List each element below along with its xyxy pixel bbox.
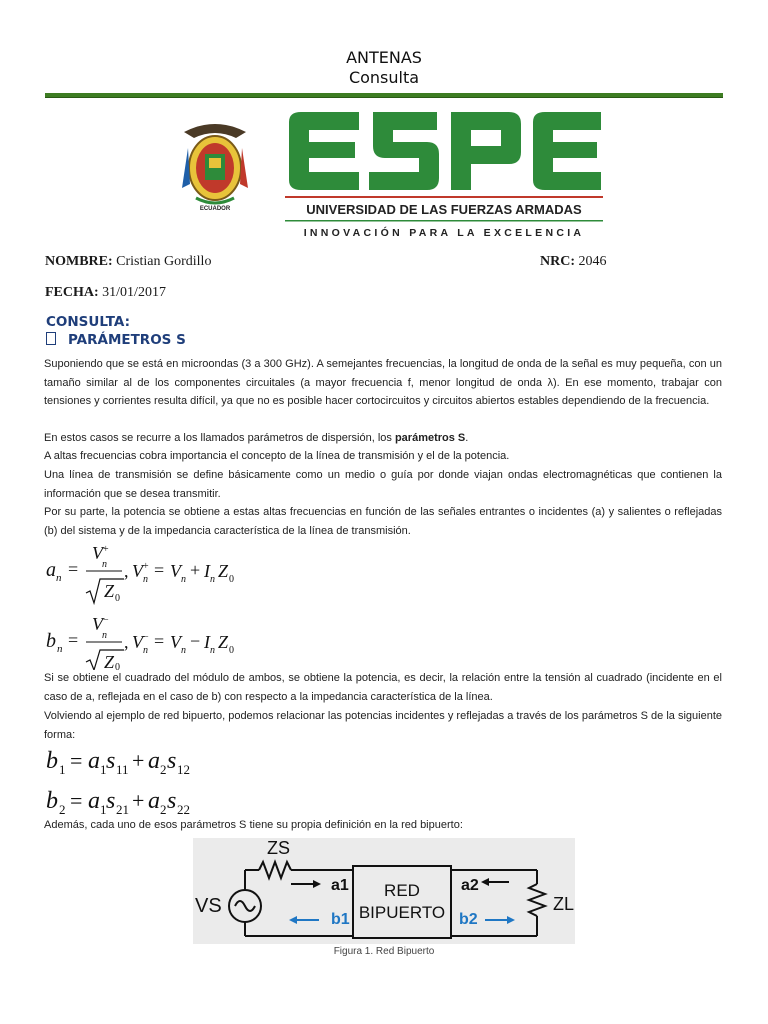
svg-text:V: V bbox=[132, 561, 143, 581]
svg-text:I: I bbox=[204, 561, 210, 581]
two-port-network-figure bbox=[193, 838, 575, 944]
equation-an bbox=[44, 541, 244, 607]
svg-text:UNIVERSIDAD DE LAS FUERZAS ARM: UNIVERSIDAD DE LAS FUERZAS ARMADAS bbox=[306, 202, 582, 217]
svg-text:a1: a1 bbox=[331, 877, 349, 894]
svg-text:n: n bbox=[210, 574, 215, 585]
svg-text:+: + bbox=[190, 560, 201, 580]
svg-text:−: − bbox=[103, 615, 109, 626]
date-value: 31/01/2017 bbox=[102, 285, 166, 300]
equation-bn bbox=[44, 612, 244, 670]
nrc-label: NRC: bbox=[540, 254, 575, 269]
svg-text:n: n bbox=[210, 645, 215, 656]
svg-text:a: a bbox=[148, 748, 160, 774]
student-name-field bbox=[45, 254, 211, 270]
svg-text:I: I bbox=[204, 632, 210, 652]
svg-text:s: s bbox=[106, 788, 116, 814]
svg-text:21: 21 bbox=[116, 802, 129, 816]
svg-text:b: b bbox=[46, 630, 56, 652]
paragraph-line: Una línea de transmisión se define básicamente como un medio o guía por donde viajan ondas electromagnéticas que contienen la información que se desea transmitir. bbox=[44, 469, 722, 500]
subheading-text: PARÁMETROS S bbox=[68, 332, 186, 348]
svg-text:V: V bbox=[170, 561, 181, 581]
svg-text:ZL: ZL bbox=[553, 894, 575, 914]
svg-text:2: 2 bbox=[160, 802, 167, 816]
equation-b2 bbox=[44, 784, 204, 816]
svg-text:Z: Z bbox=[104, 581, 115, 601]
svg-text:=: = bbox=[70, 748, 83, 773]
svg-text:=: = bbox=[68, 630, 79, 650]
svg-text:ECUADOR: ECUADOR bbox=[199, 206, 231, 212]
svg-text:,: , bbox=[124, 561, 129, 581]
date-label: FECHA: bbox=[45, 285, 99, 300]
svg-text:0: 0 bbox=[229, 645, 234, 656]
svg-text:n: n bbox=[57, 643, 63, 655]
header-rule bbox=[45, 93, 723, 98]
svg-text:a: a bbox=[148, 788, 160, 814]
p2-text: En estos casos se recurre a los llamados parámetros de dispersión, los bbox=[44, 432, 395, 444]
svg-text:12: 12 bbox=[177, 762, 190, 777]
svg-text:ZS: ZS bbox=[267, 838, 291, 858]
svg-text:n: n bbox=[102, 559, 107, 570]
svg-text:a: a bbox=[88, 788, 100, 814]
svg-text:=: = bbox=[68, 559, 79, 579]
svg-text:b1: b1 bbox=[331, 911, 350, 928]
svg-text:s: s bbox=[106, 748, 116, 774]
svg-text:V: V bbox=[132, 632, 143, 652]
svg-text:Z: Z bbox=[218, 561, 229, 581]
paragraph-power: Por su parte, la potencia se obtiene a estas altas frecuencias en función de las señales entrantes o incidentes (a) y salientes o reflejadas (b) del sistema y de la impedancia característica de la línea de transmisión. bbox=[44, 506, 722, 537]
svg-text:1: 1 bbox=[100, 762, 107, 777]
svg-text:VS: VS bbox=[195, 895, 222, 917]
svg-text:+: + bbox=[132, 748, 145, 773]
espe-logo bbox=[283, 108, 605, 240]
svg-text:b: b bbox=[46, 788, 58, 814]
date-field bbox=[45, 285, 166, 301]
svg-text:1: 1 bbox=[59, 762, 66, 777]
nrc-value: 2046 bbox=[578, 254, 607, 269]
paragraph-high-freq: A altas frecuencias cobra importancia el concepto de la línea de transmisión y el de la potencia. bbox=[44, 450, 510, 462]
svg-text:1: 1 bbox=[100, 802, 107, 816]
nrc-field bbox=[540, 254, 607, 270]
svg-text:s: s bbox=[167, 748, 177, 774]
svg-text:b2: b2 bbox=[459, 911, 478, 928]
name-value: Cristian Gordillo bbox=[116, 254, 212, 269]
p2-bold: parámetros S bbox=[394, 432, 466, 444]
svg-text:−: − bbox=[143, 632, 149, 643]
svg-text:s: s bbox=[167, 788, 177, 814]
svg-text:2: 2 bbox=[160, 762, 167, 777]
svg-text:+: + bbox=[103, 544, 109, 555]
svg-text:n: n bbox=[181, 645, 186, 656]
svg-text:0: 0 bbox=[115, 593, 120, 604]
paragraph-squared: Si se obtiene el cuadrado del módulo de ambos, se obtiene la potencia, es decir, la relación entre la tensión al cuadrado (incidente en el caso de a, reflejada en el caso de b) con respecto a la impedancia característica de la línea. bbox=[44, 672, 722, 703]
document-subtitle: Consulta bbox=[348, 68, 420, 87]
svg-text:a: a bbox=[46, 559, 56, 581]
bullet-icon bbox=[46, 332, 56, 345]
svg-text:+: + bbox=[132, 788, 145, 813]
svg-text:a: a bbox=[88, 748, 100, 774]
svg-text:11: 11 bbox=[116, 762, 129, 777]
svg-text:2: 2 bbox=[59, 802, 66, 816]
svg-text:b: b bbox=[46, 748, 58, 774]
svg-text:BIPUERTO: BIPUERTO bbox=[358, 903, 446, 922]
paragraph-intro: Suponiendo que se está en microondas (3 a 300 GHz). A semejantes frecuencias, la longitud de onda de la señal es muy pequeña, con un tamaño similar al de los componentes circuitales (a mayor frecuencia f, menor longitud de onda λ). En ese momento, trabajar con tensiones y corrientes resulta difícil, ya que no es posible hacer cortocircuitos y circuitos abiertos estables dependiendo de la frecuencia. bbox=[44, 358, 722, 407]
svg-text:Z: Z bbox=[218, 632, 229, 652]
svg-text:=: = bbox=[70, 788, 83, 813]
svg-text:,: , bbox=[124, 632, 129, 652]
svg-text:n: n bbox=[102, 630, 107, 641]
paragraph-definition: Además, cada uno de esos parámetros S tiene su propia definición en la red bipuerto: bbox=[44, 819, 463, 831]
course-title: ANTENAS bbox=[346, 48, 422, 67]
section-heading: CONSULTA: bbox=[46, 314, 130, 330]
p2-end: . bbox=[465, 432, 469, 444]
name-label: NOMBRE: bbox=[45, 254, 113, 269]
svg-text:n: n bbox=[181, 574, 186, 585]
svg-text:INNOVACIÓN PARA LA EXCELENCIA: INNOVACIÓN PARA LA EXCELENCIA bbox=[303, 227, 585, 239]
svg-text:−: − bbox=[190, 631, 201, 651]
svg-text:n: n bbox=[143, 645, 148, 656]
figure-caption: Figura 1. Red Bipuerto bbox=[333, 946, 435, 957]
svg-text:22: 22 bbox=[177, 802, 190, 816]
svg-text:n: n bbox=[143, 574, 148, 585]
equation-b1 bbox=[44, 744, 204, 780]
section-subheading bbox=[46, 332, 186, 348]
svg-text:0: 0 bbox=[115, 662, 120, 670]
paragraph-parameters bbox=[44, 429, 722, 448]
svg-text:V: V bbox=[170, 632, 181, 652]
paragraph-bipuerto: Volviendo al ejemplo de red bipuerto, podemos relacionar las potencias incidentes y reflejadas a través de los parámetros S de la siguiente forma: bbox=[44, 710, 722, 741]
svg-text:a2: a2 bbox=[461, 877, 479, 894]
svg-text:RED: RED bbox=[384, 881, 420, 900]
svg-text:V: V bbox=[92, 543, 103, 563]
svg-text:+: + bbox=[143, 561, 149, 572]
coat-of-arms-icon bbox=[174, 118, 256, 214]
svg-text:V: V bbox=[92, 614, 103, 634]
svg-text:n: n bbox=[56, 572, 62, 584]
svg-text:Z: Z bbox=[104, 652, 115, 670]
svg-text:=: = bbox=[154, 560, 165, 580]
svg-text:=: = bbox=[154, 631, 165, 651]
svg-text:0: 0 bbox=[229, 574, 234, 585]
